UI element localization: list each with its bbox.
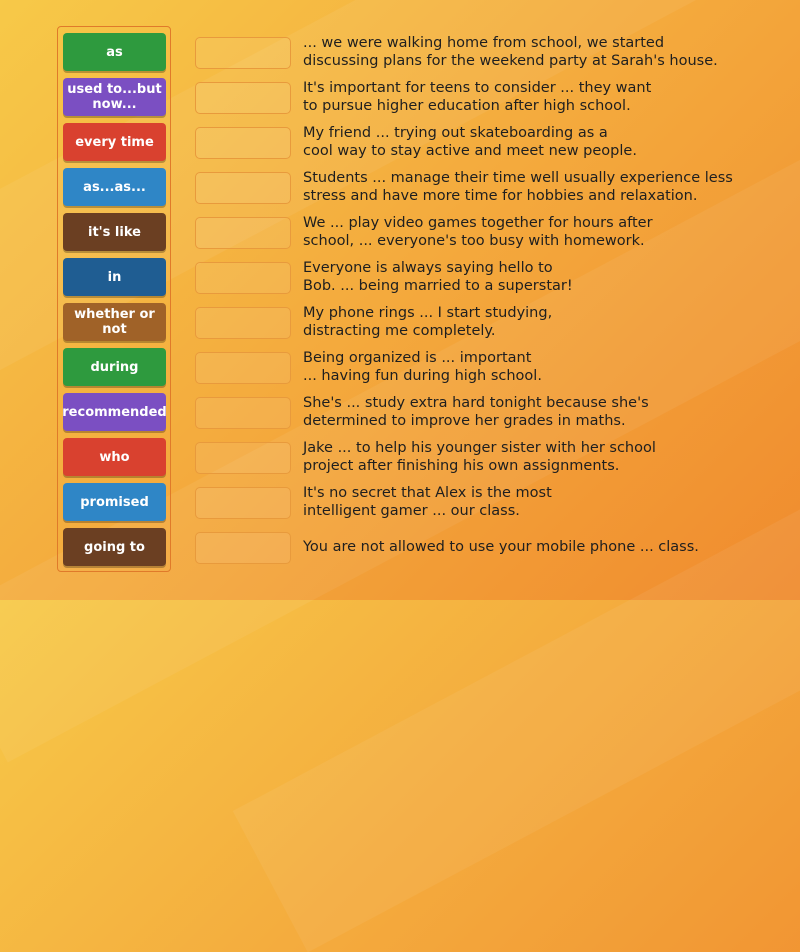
sentence-5 xyxy=(303,214,783,250)
sentence-line: Bob. ... being married to a superstar! xyxy=(303,278,573,294)
answer-slot-9[interactable] xyxy=(195,397,291,429)
sentence-4 xyxy=(303,169,783,205)
sentence-line: distracting me completely. xyxy=(303,323,496,339)
tile-as[interactable]: as xyxy=(63,33,166,71)
tile-promised[interactable]: promised xyxy=(63,483,166,521)
sentence-6 xyxy=(303,259,783,295)
sentence-1 xyxy=(303,34,783,70)
tile-whether-or-not[interactable]: whether or not xyxy=(63,303,166,341)
tile-as-as[interactable]: as...as... xyxy=(63,168,166,206)
answer-slot-2[interactable] xyxy=(195,82,291,114)
sentence-line: determined to improve her grades in maths. xyxy=(303,413,626,429)
sentence-8 xyxy=(303,349,783,385)
sentence-2 xyxy=(303,79,783,115)
tile-during[interactable]: during xyxy=(63,348,166,386)
answer-slot-11[interactable] xyxy=(195,487,291,519)
sentence-line: school, ... everyone's too busy with homework. xyxy=(303,233,645,249)
sentence-line: Jake ... to help his younger sister with her school xyxy=(303,440,656,456)
tile-every-time[interactable]: every time xyxy=(63,123,166,161)
tile-who[interactable]: who xyxy=(63,438,166,476)
answer-slot-6[interactable] xyxy=(195,262,291,294)
tile-used-to-but-now[interactable]: used to...but now... xyxy=(63,78,166,116)
sentence-line: ... having fun during high school. xyxy=(303,368,542,384)
answer-slot-7[interactable] xyxy=(195,307,291,339)
sentence-line: It's important for teens to consider ... they want xyxy=(303,80,652,96)
sentence-line: project after finishing his own assignments. xyxy=(303,458,620,474)
sentence-line: She's ... study extra hard tonight because she's xyxy=(303,395,649,411)
sentence-line: intelligent gamer ... our class. xyxy=(303,503,520,519)
sentence-7 xyxy=(303,304,783,340)
sentence-line: My friend ... trying out skateboarding as a xyxy=(303,125,608,141)
tile-going-to[interactable]: going to xyxy=(63,528,166,566)
sentence-12 xyxy=(303,538,783,556)
sentence-line: Students ... manage their time well usually experience less xyxy=(303,170,733,186)
answer-slot-12[interactable] xyxy=(195,532,291,564)
tile-its-like[interactable]: it's like xyxy=(63,213,166,251)
sentence-9 xyxy=(303,394,783,430)
sentence-line: stress and have more time for hobbies and relaxation. xyxy=(303,188,698,204)
sentence-line: Everyone is always saying hello to xyxy=(303,260,553,276)
sentence-line: to pursue higher education after high school. xyxy=(303,98,631,114)
tile-recommended[interactable]: recommended xyxy=(63,393,166,431)
answer-slot-8[interactable] xyxy=(195,352,291,384)
answer-slot-1[interactable] xyxy=(195,37,291,69)
sentence-line: You are not allowed to use your mobile phone ... class. xyxy=(303,539,699,555)
tile-in[interactable]: in xyxy=(63,258,166,296)
sentence-line: Being organized is ... important xyxy=(303,350,532,366)
sentence-11 xyxy=(303,484,783,520)
sentence-line: discussing plans for the weekend party at Sarah's house. xyxy=(303,53,718,69)
answer-slot-5[interactable] xyxy=(195,217,291,249)
sentence-3 xyxy=(303,124,783,160)
answer-slot-3[interactable] xyxy=(195,127,291,159)
sentence-line: ... we were walking home from school, we started xyxy=(303,35,665,51)
sentence-line: It's no secret that Alex is the most xyxy=(303,485,552,501)
sentence-10 xyxy=(303,439,783,475)
sentence-line: My phone rings ... I start studying, xyxy=(303,305,553,321)
answer-slot-10[interactable] xyxy=(195,442,291,474)
sentence-line: We ... play video games together for hours after xyxy=(303,215,653,231)
answer-slot-4[interactable] xyxy=(195,172,291,204)
sentence-line: cool way to stay active and meet new people. xyxy=(303,143,637,159)
